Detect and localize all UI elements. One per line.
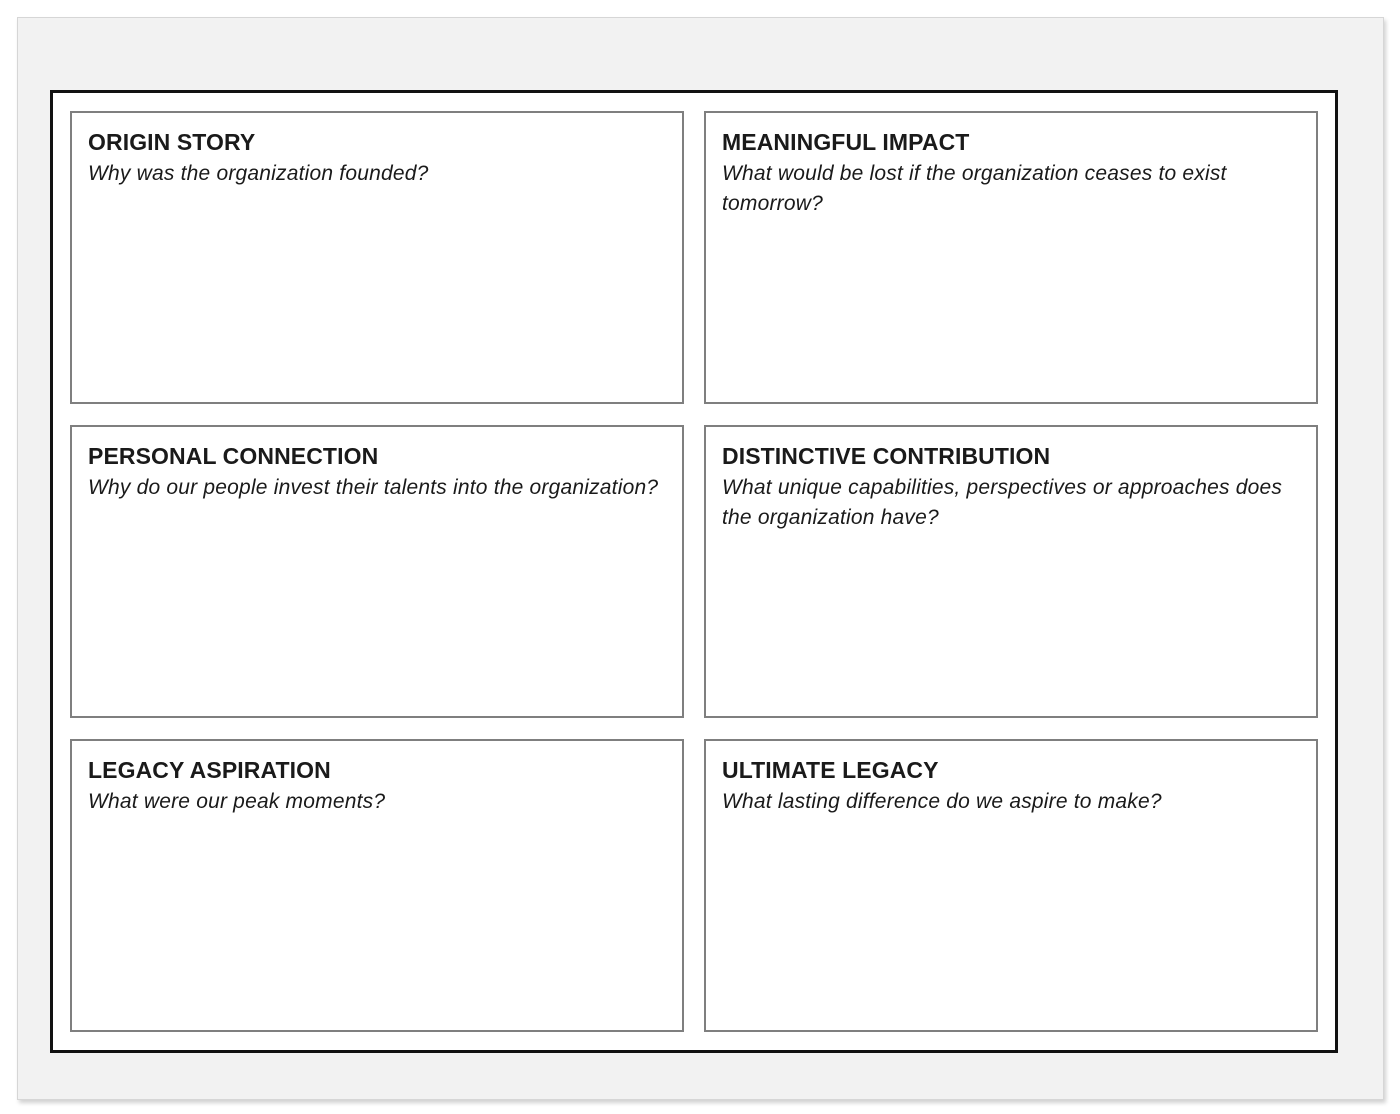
section-title: PERSONAL CONNECTION — [88, 443, 379, 469]
section-meaningful-impact[interactable] — [704, 111, 1318, 404]
section-ultimate-legacy[interactable] — [704, 739, 1318, 1032]
section-title: ULTIMATE LEGACY — [722, 757, 939, 783]
section-personal-connection[interactable] — [70, 425, 684, 718]
section-question: What unique capabilities, perspectives or approaches does the organization have? — [722, 476, 1283, 529]
section-question: What were our peak moments? — [88, 790, 386, 813]
section-origin-story[interactable] — [70, 111, 684, 404]
section-title: DISTINCTIVE CONTRIBUTION — [722, 443, 1051, 469]
section-title: ORIGIN STORY — [88, 129, 256, 155]
section-question: What would be lost if the organization ceases to exist tomorrow? — [722, 162, 1227, 215]
section-title: LEGACY ASPIRATION — [88, 757, 331, 783]
section-legacy-aspiration[interactable] — [70, 739, 684, 1032]
section-distinctive-contribution[interactable] — [704, 425, 1318, 718]
section-question: Why do our people invest their talents into the organization? — [88, 476, 659, 499]
section-title: MEANINGFUL IMPACT — [722, 129, 970, 155]
section-question: Why was the organization founded? — [88, 162, 429, 185]
section-question: What lasting difference do we aspire to make? — [722, 790, 1162, 813]
